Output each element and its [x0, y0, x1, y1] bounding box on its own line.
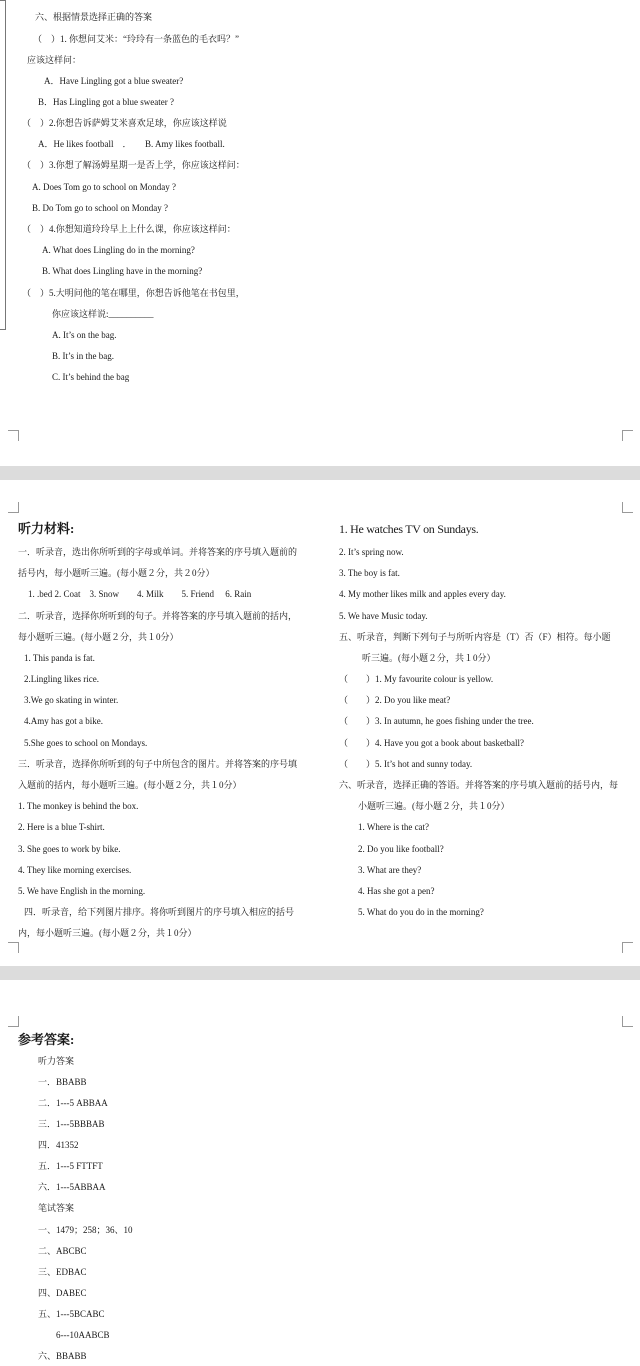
left-line: 一．听录音，选出你所听到的字母或单词。并将答案的序号填入题前的: [18, 547, 298, 557]
right-line: 5. We have Music today.: [339, 611, 428, 621]
answer-line: 一．BBABB: [38, 1077, 87, 1087]
page-corner-mark: [8, 430, 19, 441]
answer-line: 二．1---5 ABBAA: [38, 1098, 108, 1108]
right-line: （ ）1. My favourite colour is yellow.: [339, 674, 494, 684]
left-line: 4. They like morning exercises.: [18, 865, 132, 875]
answer-key-title: 参考答案:: [18, 1032, 75, 1047]
margin-bracket: [0, 0, 6, 330]
right-line: （ ）2. Do you like meat?: [339, 695, 451, 705]
page-corner-mark: [622, 430, 633, 441]
section-heading: 六、根据情景选择正确的答案: [35, 12, 153, 22]
right-line: （ ）4. Have you got a book about basketball?: [339, 738, 524, 748]
option-1a: A．Have Lingling got a blue sweater?: [44, 76, 184, 86]
right-line: 4. Has she got a pen?: [358, 886, 435, 896]
answer-line: 一、1479；258；36、10: [38, 1225, 133, 1235]
left-line: 内，每小题听三遍。(每小题２分，共１0分）: [18, 928, 197, 938]
answer-line: 听力答案: [38, 1056, 75, 1066]
option-4a: A. What does Lingling do in the morning?: [42, 245, 195, 255]
page-1: [0, 0, 640, 466]
question-1: （ ）1. 你想问艾米：“玲玲有一条蓝色的毛衣吗？”: [33, 34, 239, 44]
page-corner-mark: [622, 502, 633, 513]
option-5b: B. It’s in the bag.: [52, 351, 114, 361]
answer-line: 四、DABEC: [38, 1288, 87, 1298]
answer-line: 三．1---5BBBAB: [38, 1119, 105, 1129]
right-line: （ ）3. In autumn, he goes fishing under the tree.: [339, 716, 534, 726]
question-3: （ ）3.你想了解汤姆星期一是否上学，你应该这样问：: [22, 160, 245, 170]
left-line: 每小题听三遍。(每小题２分，共１0分）: [18, 632, 179, 642]
right-line: 2. Do you like football?: [358, 844, 444, 854]
page-3: [0, 980, 640, 1366]
answer-line: 6---10AABCB: [56, 1330, 110, 1340]
left-line: 1. The monkey is behind the box.: [18, 801, 139, 811]
left-line: 2.Lingling likes rice.: [24, 674, 99, 684]
left-line: 4.Amy has got a bike.: [24, 716, 103, 726]
page-gap: [0, 466, 640, 480]
right-line: 小题听三遍。(每小题２分，共１0分）: [358, 801, 510, 811]
right-line: 五、听录音，判断下列句子与所听内容是（T）否（F）相符。每小题: [339, 632, 611, 642]
left-line: 5. We have English in the morning.: [18, 886, 146, 896]
option-5a: A. It’s on the bag.: [52, 330, 117, 340]
page-corner-mark: [8, 942, 19, 953]
question-5-prompt: 你应该这样说:__________: [52, 309, 154, 319]
answer-line: 二、ABCBC: [38, 1246, 87, 1256]
answer-line: 五．1---5 FTTFT: [38, 1161, 103, 1171]
page-corner-mark: [8, 502, 19, 513]
option-5c: C. It’s behind the bag: [52, 372, 130, 382]
left-line: 3. She goes to work by bike.: [18, 844, 121, 854]
options-2: A．He likes football ． B. Amy likes football.: [38, 139, 225, 149]
option-3b: B. Do Tom go to school on Monday ?: [32, 203, 168, 213]
right-line: 2. It’s spring now.: [339, 547, 404, 557]
answer-line: 三、EDBAC: [38, 1267, 87, 1277]
option-3a: A. Does Tom go to school on Monday ?: [32, 182, 176, 192]
left-line: 三．听录音，选择你所听到的句子中所包含的图片。并将答案的序号填: [18, 759, 298, 769]
left-line: 二．听录音，选择你所听到的句子。并将答案的序号填入题前的括内，: [18, 611, 298, 621]
right-line: 3. What are they?: [358, 865, 422, 875]
right-line: 1. Where is the cat?: [358, 822, 430, 832]
page-gap: [0, 966, 640, 980]
option-4b: B. What does Lingling have in the morning?: [42, 266, 203, 276]
right-line: 4. My mother likes milk and apples every day.: [339, 589, 506, 599]
question-5: （ ）5.大明问他的笔在哪里，你想告诉他笔在书包里，: [22, 288, 245, 298]
question-4: （ ）4.你想知道玲玲早上上什么课，你应该这样问：: [22, 224, 236, 234]
page-corner-mark: [8, 1016, 19, 1027]
answer-line: 笔试答案: [38, 1203, 75, 1213]
right-line: （ ）5. It’s hot and sunny today.: [339, 759, 473, 769]
answer-line: 四．41352: [38, 1140, 79, 1150]
right-heading: 1. He watches TV on Sundays.: [339, 522, 479, 536]
option-1b: B．Has Lingling got a blue sweater ?: [38, 97, 174, 107]
right-line: 3. The boy is fat.: [339, 568, 400, 578]
page-corner-mark: [622, 1016, 633, 1027]
left-line: 1. .bed 2. Coat 3. Snow 4. Milk 5. Friend 6. Rain: [28, 589, 252, 599]
right-line: 六、听录音，选择正确的答语。并将答案的序号填入题前的括号内，每: [339, 780, 619, 790]
right-line: 听三遍。(每小题２分，共１0分）: [362, 653, 496, 663]
left-line: 1. This panda is fat.: [24, 653, 95, 663]
left-line: 四．听录音，给下列图片排序。将你听到图片的序号填入相应的括号: [24, 907, 295, 917]
right-line: 5. What do you do in the morning?: [358, 907, 484, 917]
answer-line: 五、1---5BCABC: [38, 1309, 105, 1319]
listening-material-title: 听力材料:: [18, 521, 75, 536]
answer-line: 六、BBABB: [38, 1351, 87, 1361]
question-1-prompt: 应该这样问：: [27, 55, 82, 65]
left-line: 入题前的括内，每小题听三遍。(每小题２分，共１0分）: [18, 780, 242, 790]
left-line: 2. Here is a blue T-shirt.: [18, 822, 105, 832]
page-2: [0, 480, 640, 966]
left-line: 括号内，每小题听三遍。(每小题２分，共２0分）: [18, 568, 215, 578]
question-2: （ ）2.你想告诉萨姆艾米喜欢足球，你应该这样说: [22, 118, 227, 128]
left-line: 5.She goes to school on Mondays.: [24, 738, 148, 748]
left-line: 3.We go skating in winter.: [24, 695, 119, 705]
answer-line: 六．1---5ABBAA: [38, 1182, 106, 1192]
page-corner-mark: [622, 942, 633, 953]
